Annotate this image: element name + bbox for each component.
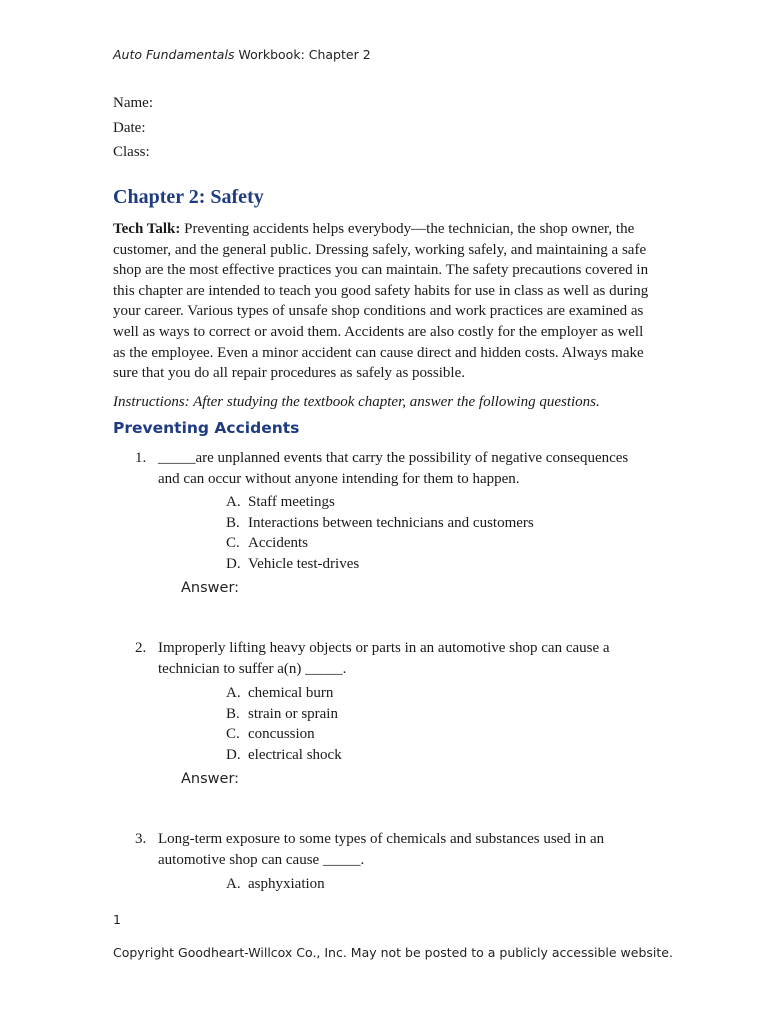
chapter-title: Chapter 2: Safety	[113, 186, 264, 208]
instructions: Instructions: After studying the textbook chapter, answer the following questions.	[113, 394, 600, 410]
date-field-label: Date:	[113, 119, 146, 136]
page-number: 1	[113, 912, 121, 927]
question-stem: Long-term exposure to some types of chemicals and substances used in an automotive shop can cause _____.	[158, 831, 605, 868]
header-rest: Workbook: Chapter 2	[234, 47, 371, 62]
name-field-label: Name:	[113, 95, 153, 111]
class-field-label: Class:	[113, 144, 150, 160]
student-info-fields	[113, 93, 153, 167]
section-title: Preventing Accidents	[113, 419, 300, 437]
answer-label: Answer:	[181, 771, 240, 787]
question-number: 2.	[135, 640, 147, 656]
tech-talk-text: Preventing accidents helps everybody—the technician, the shop owner, the customer, and the general public. Dressing safely, working safely, and maintaining a safe shop are the most effective practices you can maintain. The safety precautions covered in this chapter are intended to teach you good safety habits for use in class as well as during your career. Various types of unsafe shop conditions and work practices are examined as well as ways to correct or avoid them. Accidents are also costly for the employer as well as the employee. Even a minor accident can cause direct and hidden costs. Always make sure that you do all repair procedures as safely as possible.	[113, 221, 649, 382]
tech-talk-label: Tech Talk:	[113, 221, 181, 237]
tech-talk-paragraph	[113, 219, 658, 384]
running-header	[113, 47, 371, 62]
answer-label: Answer:	[181, 580, 240, 596]
question-number: 1.	[135, 450, 147, 466]
book-title: Auto Fundamentals	[113, 47, 235, 62]
copyright-footer: Copyright Goodheart-Willcox Co., Inc. May not be posted to a publicly accessible website.	[113, 945, 673, 960]
question-number: 3.	[135, 831, 147, 847]
question-stem: Improperly lifting heavy objects or parts in an automotive shop can cause a technician to suffer a(n) _____.	[158, 640, 610, 677]
question-stem: _____are unplanned events that carry the possibility of negative consequences and can occur without anyone intending for them to happen.	[158, 450, 629, 487]
